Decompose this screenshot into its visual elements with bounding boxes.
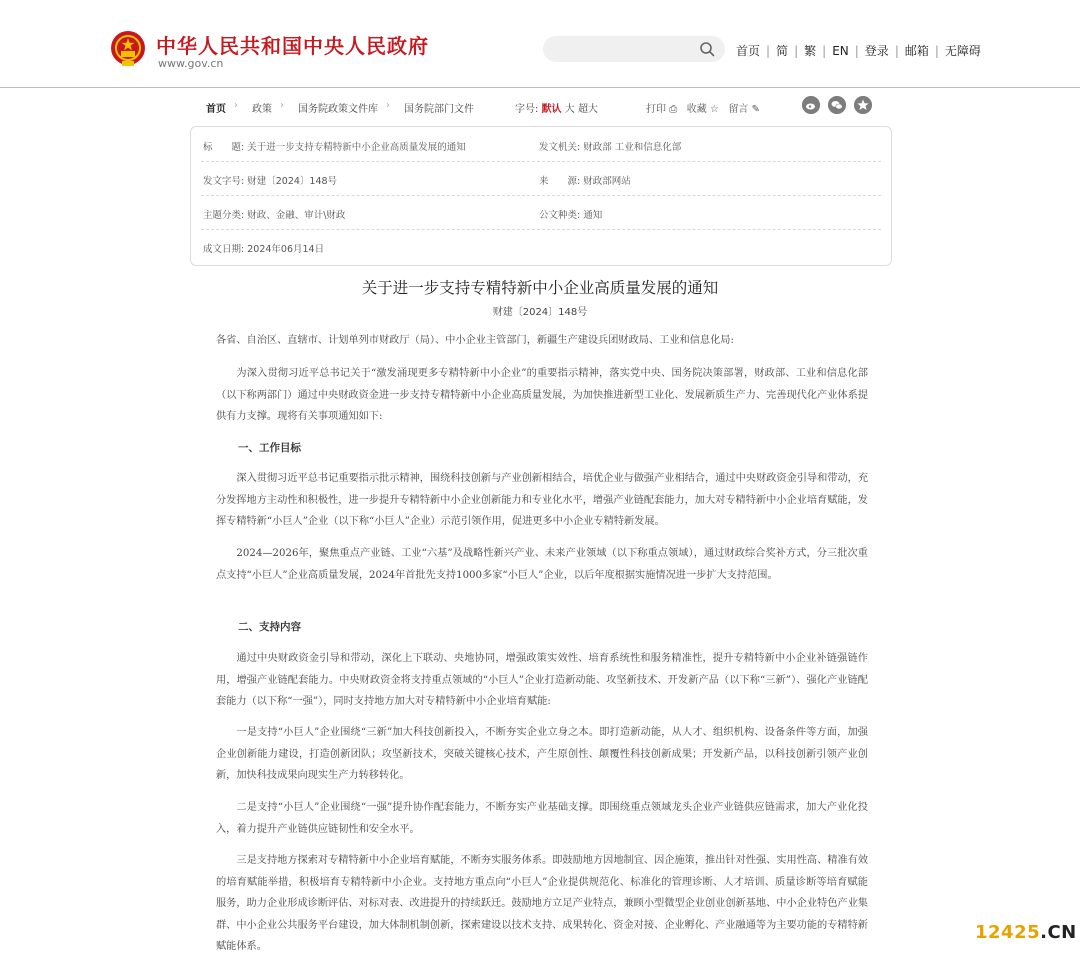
header-divider <box>0 87 1080 88</box>
meta-label: 成文日期: <box>203 244 245 255</box>
pencil-icon: ✎ <box>751 104 761 115</box>
meta-label: 主题分类: <box>203 210 245 221</box>
watermark-number: 12425 <box>975 922 1041 943</box>
breadcrumb <box>206 100 882 116</box>
nav-separator: | <box>766 44 771 58</box>
meta-value: 财建〔2024〕148号 <box>247 176 338 187</box>
paragraph: 二是支持“小巨人”企业围绕“一强”提升协作配套能力，不断夯实产业基础支撑。即围绕重点领域龙头企业产业链供应链需求，加大产业化投入，着力提升产业链供应链韧性和安全水平。 <box>216 802 868 835</box>
nav-separator: | <box>822 44 827 58</box>
national-emblem-icon[interactable] <box>110 30 146 68</box>
site-header <box>0 0 1080 88</box>
breadcrumb-home[interactable]: 首页 <box>206 104 226 115</box>
nav-login[interactable]: 登录 <box>864 44 889 58</box>
paragraph: 深入贯彻习近平总书记重要指示批示精神，围绕科技创新与产业创新相结合，培优企业与做强产业相结合，通过中央财政资金引导和带动，充分发挥地方主动性和积极性，进一步提升专精特新中小企业创新能力和专业化水平，增强产业链配套能力，加大对专精特新中小企业培育赋能，发挥专精特新“小巨人”企业（以下称“小巨人”企业）示范引领作用，促进更多中小企业专精特新发展。 <box>216 473 869 527</box>
nav-separator: | <box>894 44 899 58</box>
meta-value: 关于进一步支持专精特新中小企业高质量发展的通知 <box>247 142 466 153</box>
watermark-domain: .CN <box>1040 922 1077 943</box>
chevron-right-icon: › <box>280 100 284 111</box>
nav-home[interactable]: 首页 <box>736 44 761 58</box>
nav-separator: | <box>934 44 939 58</box>
nav-traditional[interactable]: 繁 <box>804 44 817 58</box>
search-box[interactable] <box>543 36 725 62</box>
meta-label: 来 源: <box>539 176 581 187</box>
printer-icon: ⎙ <box>669 104 678 115</box>
document-metadata <box>190 126 892 266</box>
breadcrumb-policy-library[interactable]: 国务院政策文件库 <box>298 104 378 115</box>
top-nav <box>736 42 981 59</box>
paragraph: 通过中央财政资金引导和带动，深化上下联动、央地协同，增强政策实效性、培育系统性和服务精准性，提升专精特新中小企业补链强链作用，增强产业链配套能力。中央财政资金将支持重点领域的“小巨人”企业打造新动能、攻坚新技术、开发新产品（以下称“三新”）、强化产业链配套能力（以下称“一强”），同时支持地方加大对专精特新中小企业培育赋能: <box>216 653 868 707</box>
breadcrumb-dept-files[interactable]: 国务院部门文件 <box>404 104 474 115</box>
section-heading: 二、支持内容 <box>238 621 301 633</box>
meta-label: 公文种类: <box>539 210 581 221</box>
qzone-share-icon[interactable] <box>854 96 872 114</box>
breadcrumb-policy[interactable]: 政策 <box>252 104 272 115</box>
print-label: 打印 <box>646 104 666 115</box>
wechat-share-icon[interactable] <box>828 96 846 114</box>
meta-topic <box>203 207 345 221</box>
nav-mailbox[interactable]: 邮箱 <box>904 44 929 58</box>
paragraph: 2024—2026年，聚焦重点产业链、工业“六基”及战略性新兴产业、未来产业领域（以下称重点领域），通过财政综合奖补方式，分三批次重点支持“小巨人”企业高质量发展，2024年首批先支持1000多家“小巨人”企业，以后年度根据实施情况进一步扩大支持范围。 <box>216 548 868 581</box>
meta-value: 财政部网站 <box>583 176 631 187</box>
star-icon: ☆ <box>709 104 719 115</box>
search-icon[interactable] <box>699 41 715 57</box>
favorite-button[interactable] <box>687 104 719 115</box>
comment-label: 留言 <box>728 104 749 115</box>
meta-label: 发文机关: <box>539 142 581 153</box>
watermark-logo <box>975 922 1077 943</box>
meta-value: 财政部 工业和信息化部 <box>583 142 682 153</box>
meta-label: 标 题: <box>203 142 245 153</box>
meta-date <box>203 241 324 255</box>
chevron-right-icon: › <box>386 100 390 111</box>
paragraph: 三是支持地方探索对专精特新中小企业培育赋能，不断夯实服务体系。即鼓励地方因地制宜、因企施策，推出针对性强、实用性高、精准有效的培育赋能举措，积极培育专精特新中小企业。支持地方重点向“小巨人”企业提供规范化、标准化的管理诊断、人才培训、质量诊断等培育赋能服务，助力企业形成诊断评估、对标对表、改进提升的持续跃迁。鼓励地方立足产业特点，兼顾小型微型企业创业创新基地、中小企业特色产业集群、中小企业公共服务平台建设，加大体制机制创新，探索建设以技术支持、成果转化、资金对接、企业孵化、产业融通等为主要功能的专精特新赋能体系。 <box>216 855 869 952</box>
nav-simplified[interactable]: 简 <box>776 44 789 58</box>
font-size-default[interactable]: 默认 <box>541 104 562 115</box>
nav-separator: | <box>854 44 859 58</box>
paragraph: 一是支持“小巨人”企业围绕“三新”加大科技创新投入，不断夯实企业立身之本。即打造新动能，从人才、组织机构、设备条件等方面，加强企业创新能力建设，打造创新团队；攻坚新技术，突破关键核心技术，产生原创性、颠覆性科技创新成果；开发新产品，以科技创新引领产业创新，加快科技成果向现实生产力转移转化。 <box>216 727 868 781</box>
print-button[interactable] <box>646 104 677 115</box>
document-number: 财建〔2024〕148号 <box>492 307 588 318</box>
document-title: 关于进一步支持专精特新中小企业高质量发展的通知 <box>361 279 719 297</box>
meta-type <box>539 207 602 221</box>
favorite-label: 收藏 <box>686 104 707 115</box>
meta-row <box>201 229 881 263</box>
meta-label: 发文字号: <box>203 176 245 187</box>
font-size-xlarge[interactable]: 超大 <box>577 104 598 115</box>
paragraph: 为深入贯彻习近平总书记关于“激发涌现更多专精特新中小企业”的重要指示精神，落实党中央、国务院决策部署，财政部、工业和信息化部（以下称两部门）通过中央财政资金进一步支持专精特新中小企业高质量发展，为加快推进新型工业化、发展新质生产力、完善现代化产业体系提供有力支撑。现将有关事项通知如下: <box>216 368 868 422</box>
chevron-right-icon: › <box>234 100 238 111</box>
meta-doc-number <box>203 173 337 187</box>
search-input[interactable] <box>555 40 699 60</box>
meta-value: 通知 <box>583 210 603 221</box>
nav-separator: | <box>794 44 799 58</box>
section-heading: 一、工作目标 <box>238 442 301 454</box>
nav-accessibility[interactable]: 无障碍 <box>944 44 981 58</box>
meta-row <box>201 161 881 196</box>
font-size-control <box>515 100 598 115</box>
meta-title <box>203 139 466 153</box>
meta-issuer <box>539 139 681 153</box>
meta-value: 财政、金融、审计\财政 <box>247 210 346 221</box>
weibo-share-icon[interactable] <box>802 96 820 114</box>
site-title[interactable]: 中华人民共和国中央人民政府 <box>156 34 429 58</box>
meta-source <box>539 173 631 187</box>
nav-english[interactable]: EN <box>832 44 849 58</box>
font-size-large[interactable]: 大 <box>564 104 575 115</box>
font-size-label: 字号: <box>515 104 539 115</box>
meta-value: 2024年06月14日 <box>247 244 325 255</box>
salutation: 各省、自治区、直辖市、计划单列市财政厅（局）、中小企业主管部门，新疆生产建设兵团财政局、工业和信息化局: <box>216 335 734 346</box>
page-tools <box>646 100 760 115</box>
site-url: www.gov.cn <box>158 57 224 70</box>
comment-button[interactable] <box>728 104 760 115</box>
meta-row <box>201 195 881 230</box>
meta-row <box>201 127 881 162</box>
